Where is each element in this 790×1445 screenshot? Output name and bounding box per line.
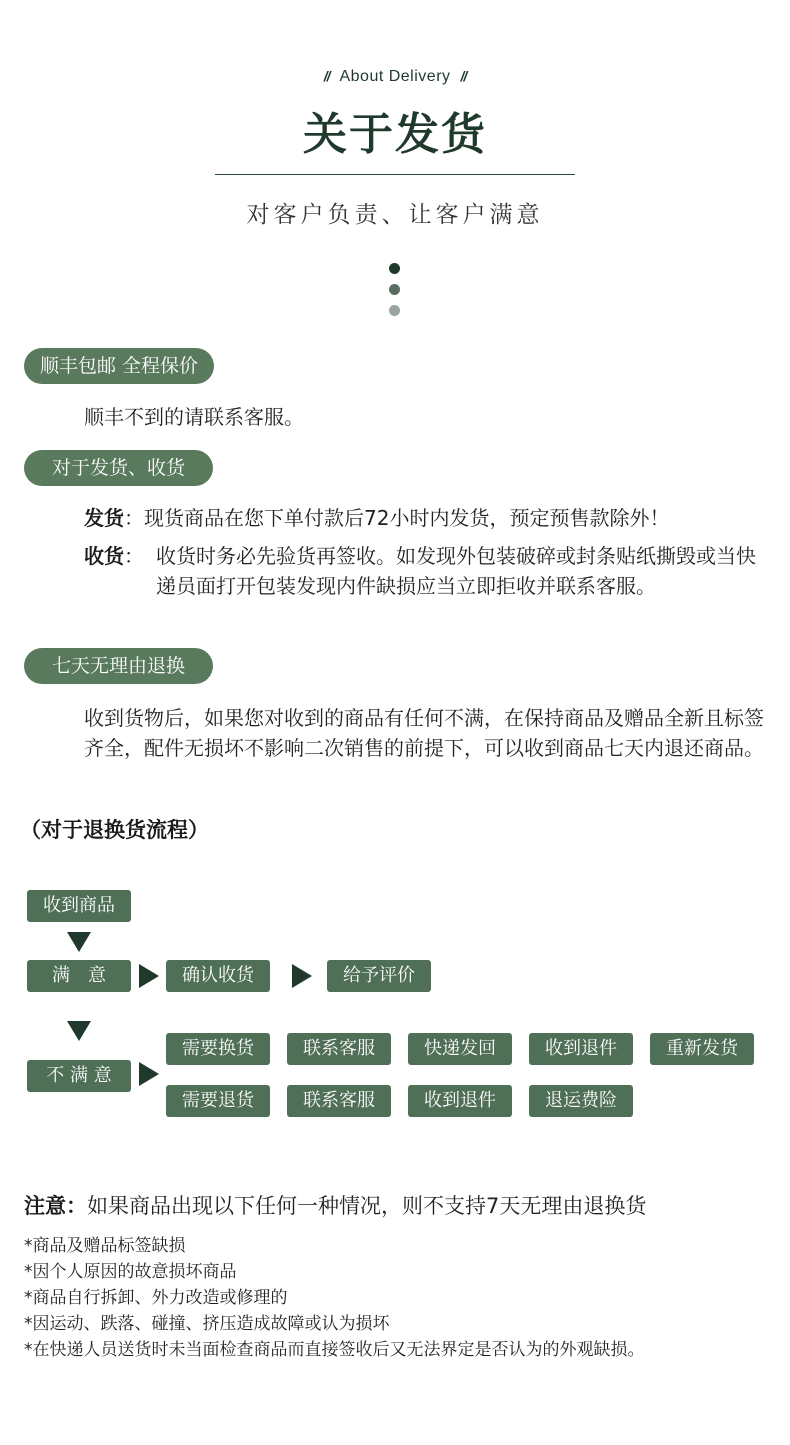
arrow-down-icon (67, 932, 91, 952)
page-title: 关于发货 (303, 109, 487, 160)
flow-step: 收到退件 (408, 1085, 512, 1117)
send-colon: ： (124, 506, 144, 530)
flow-title: （对于退换货流程） (20, 818, 209, 842)
arrow-right-icon (139, 964, 159, 988)
eyebrow-mark-left: // (323, 68, 330, 84)
eyebrow (0, 68, 790, 86)
flow-step: 需要退货 (166, 1085, 270, 1117)
arrow-down-icon (67, 1021, 91, 1041)
send-text: 现货商品在您下单付款后72小时内发货，预定预售款除外！ (144, 506, 670, 530)
section-pill-delivery: 对于发货、收货 (24, 450, 213, 486)
arrow-right-icon (139, 1062, 159, 1086)
receive-label-wrap (84, 541, 156, 571)
arrow-right-icon (292, 964, 312, 988)
dot-icon (389, 284, 400, 295)
page-subtitle: 对客户负责、让客户满意 (246, 202, 544, 228)
send-row (84, 503, 774, 533)
list-item: *商品及赠品标签缺损 (24, 1236, 186, 1256)
eyebrow-text: About Delivery (339, 68, 451, 85)
returns-text: 收到货物后，如果您对收到的商品有任何不满，在保持商品及赠品全新且标签齐全，配件无损坏不影响二次销售的前提下，可以收到商品七天内退还商品。 (84, 706, 764, 760)
notice-list (24, 1233, 774, 1363)
flow-step: 确认收货 (166, 960, 270, 992)
list-item: *因个人原因的故意损坏商品 (24, 1262, 237, 1282)
flow-step: 联系客服 (287, 1033, 391, 1065)
flow-step: 需要换货 (166, 1033, 270, 1065)
receive-text: 收货时务必先验货再签收。如发现外包装破碎或封条贴纸撕毁或当快递员面打开包装发现内件缺损应当立即拒收并联系客服。 (156, 544, 756, 598)
title-divider (215, 174, 575, 175)
dot-icon (389, 263, 400, 274)
dot-icon (389, 305, 400, 316)
send-label: 发货 (84, 506, 124, 530)
section-pill-returns: 七天无理由退换 (24, 648, 213, 684)
flow-unsatisfied: 不 满 意 (27, 1060, 131, 1092)
section-pill-shipping: 顺丰包邮 全程保价 (24, 348, 214, 384)
list-item: *在快递人员送货时未当面检查商品而直接签收后又无法界定是否认为的外观缺损。 (24, 1340, 645, 1360)
list-item: *因运动、跌落、碰撞、挤压造成故障或认为损坏 (24, 1314, 390, 1334)
notice-text: 如果商品出现以下任何一种情况，则不支持7天无理由退换货 (87, 1194, 647, 1218)
flow-step: 给予评价 (327, 960, 431, 992)
eyebrow-mark-right: // (460, 68, 467, 84)
flow-step: 退运费险 (529, 1085, 633, 1117)
flow-step: 重新发货 (650, 1033, 754, 1065)
shipping-text: 顺丰不到的请联系客服。 (84, 405, 304, 429)
flow-satisfied: 满 意 (27, 960, 131, 992)
flow-step: 收到退件 (529, 1033, 633, 1065)
notice-label: 注意： (24, 1194, 87, 1218)
receive-colon: ： (124, 544, 144, 568)
flow-step: 联系客服 (287, 1085, 391, 1117)
flow-step: 快递发回 (408, 1033, 512, 1065)
receive-label: 收货 (84, 544, 124, 568)
list-item: *商品自行拆卸、外力改造或修理的 (24, 1288, 288, 1308)
flow-start: 收到商品 (27, 890, 131, 922)
notice-line (24, 1190, 646, 1220)
